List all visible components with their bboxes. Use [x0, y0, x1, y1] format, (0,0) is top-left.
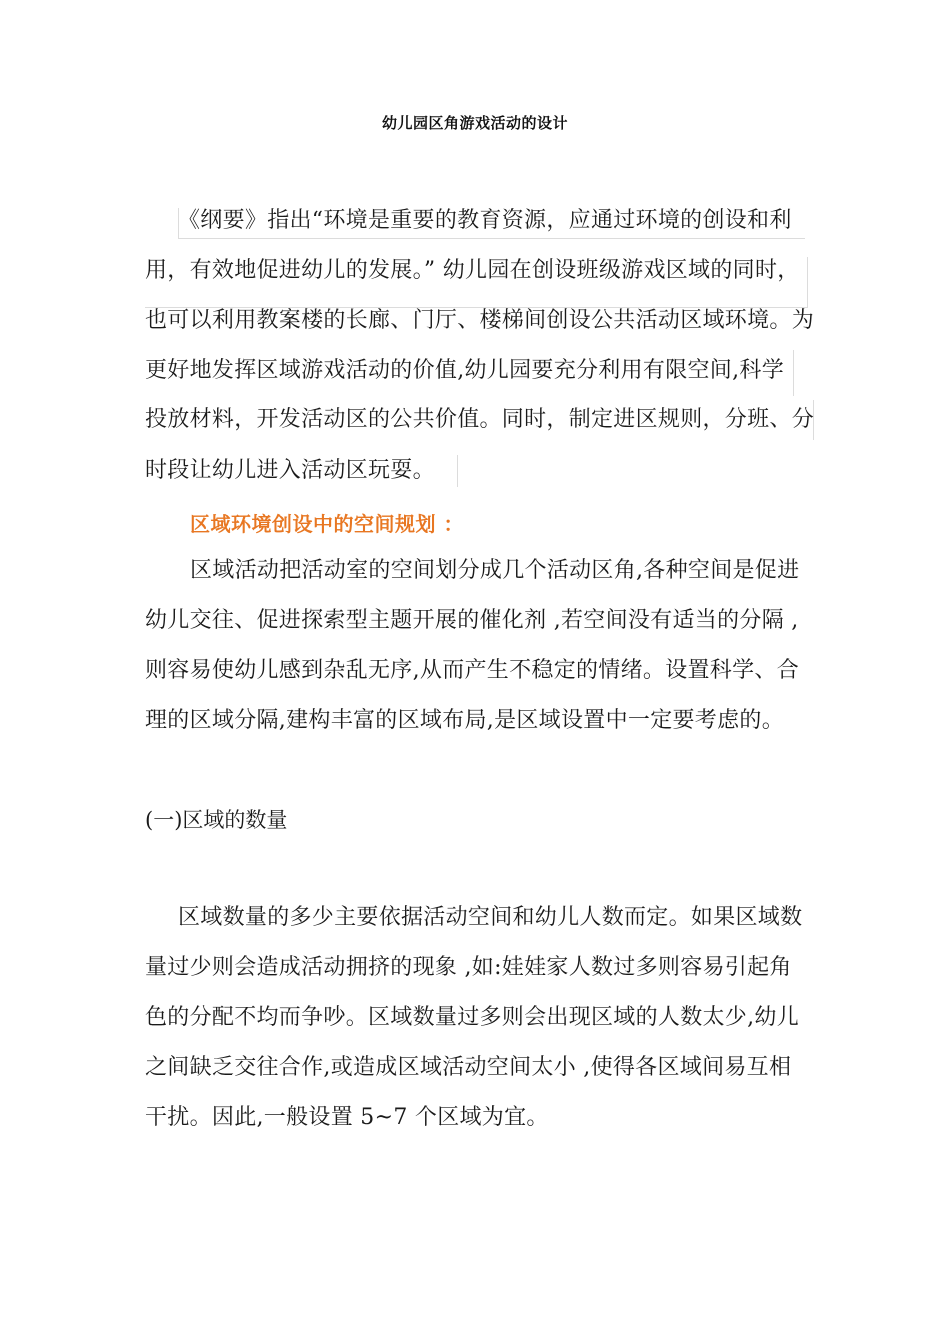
subsection-line: 区域数量的多少主要依据活动空间和幼儿人数而定。如果区域数: [178, 905, 803, 930]
section-line: 则容易使幼儿感到杂乱无序,从而产生不稳定的情绪。设置科学、合: [145, 658, 799, 683]
section-line: 理的区域分隔,建构丰富的区域布局,是区域设置中一定要考虑的。: [145, 708, 784, 733]
section-heading: 区域环境创设中的空间规划 ：: [190, 512, 464, 536]
intro-line: 时段让幼儿进入活动区玩耍。: [145, 458, 435, 483]
subsection-line: 量过少则会造成活动拥挤的现象 ,如:娃娃家人数过多则容易引起角: [145, 955, 792, 980]
intro-line: 用，有效地促进幼儿的发展。” 幼儿园在创设班级游戏区域的同时，: [145, 258, 800, 283]
section-line: 区域活动把活动室的空间划分成几个活动区角,各种空间是促进: [190, 558, 800, 583]
intro-line: 《纲要》指出“环境是重要的教育资源，应通过环境的创设和利: [178, 208, 792, 233]
subsection-heading: (一)区域的数量: [145, 808, 288, 832]
intro-line: 投放材料，开发活动区的公共价值。同时，制定进区规则，分班、分: [145, 407, 815, 432]
subsection-line: 之间缺乏交往合作,或造成区域活动空间太小 ,使得各区域间易互相: [145, 1055, 792, 1080]
section-line: 幼儿交往、促进探索型主题开展的催化剂 ,若空间没有适当的分隔 ,: [145, 608, 799, 633]
intro-line: 更好地发挥区域游戏活动的价值,幼儿园要充分利用有限空间,科学: [145, 358, 784, 383]
subsection-line: 干扰。因此,一般设置 5~7 个区域为宜。: [145, 1105, 549, 1130]
subsection-line: 色的分配不均而争吵。区域数量过多则会出现区域的人数太少,幼儿: [145, 1005, 799, 1030]
intro-line: 也可以利用教案楼的长廊、门厅、楼梯间创设公共活动区域环境。为: [145, 308, 815, 333]
document-title: 幼儿园区角游戏活动的设计: [381, 114, 568, 132]
